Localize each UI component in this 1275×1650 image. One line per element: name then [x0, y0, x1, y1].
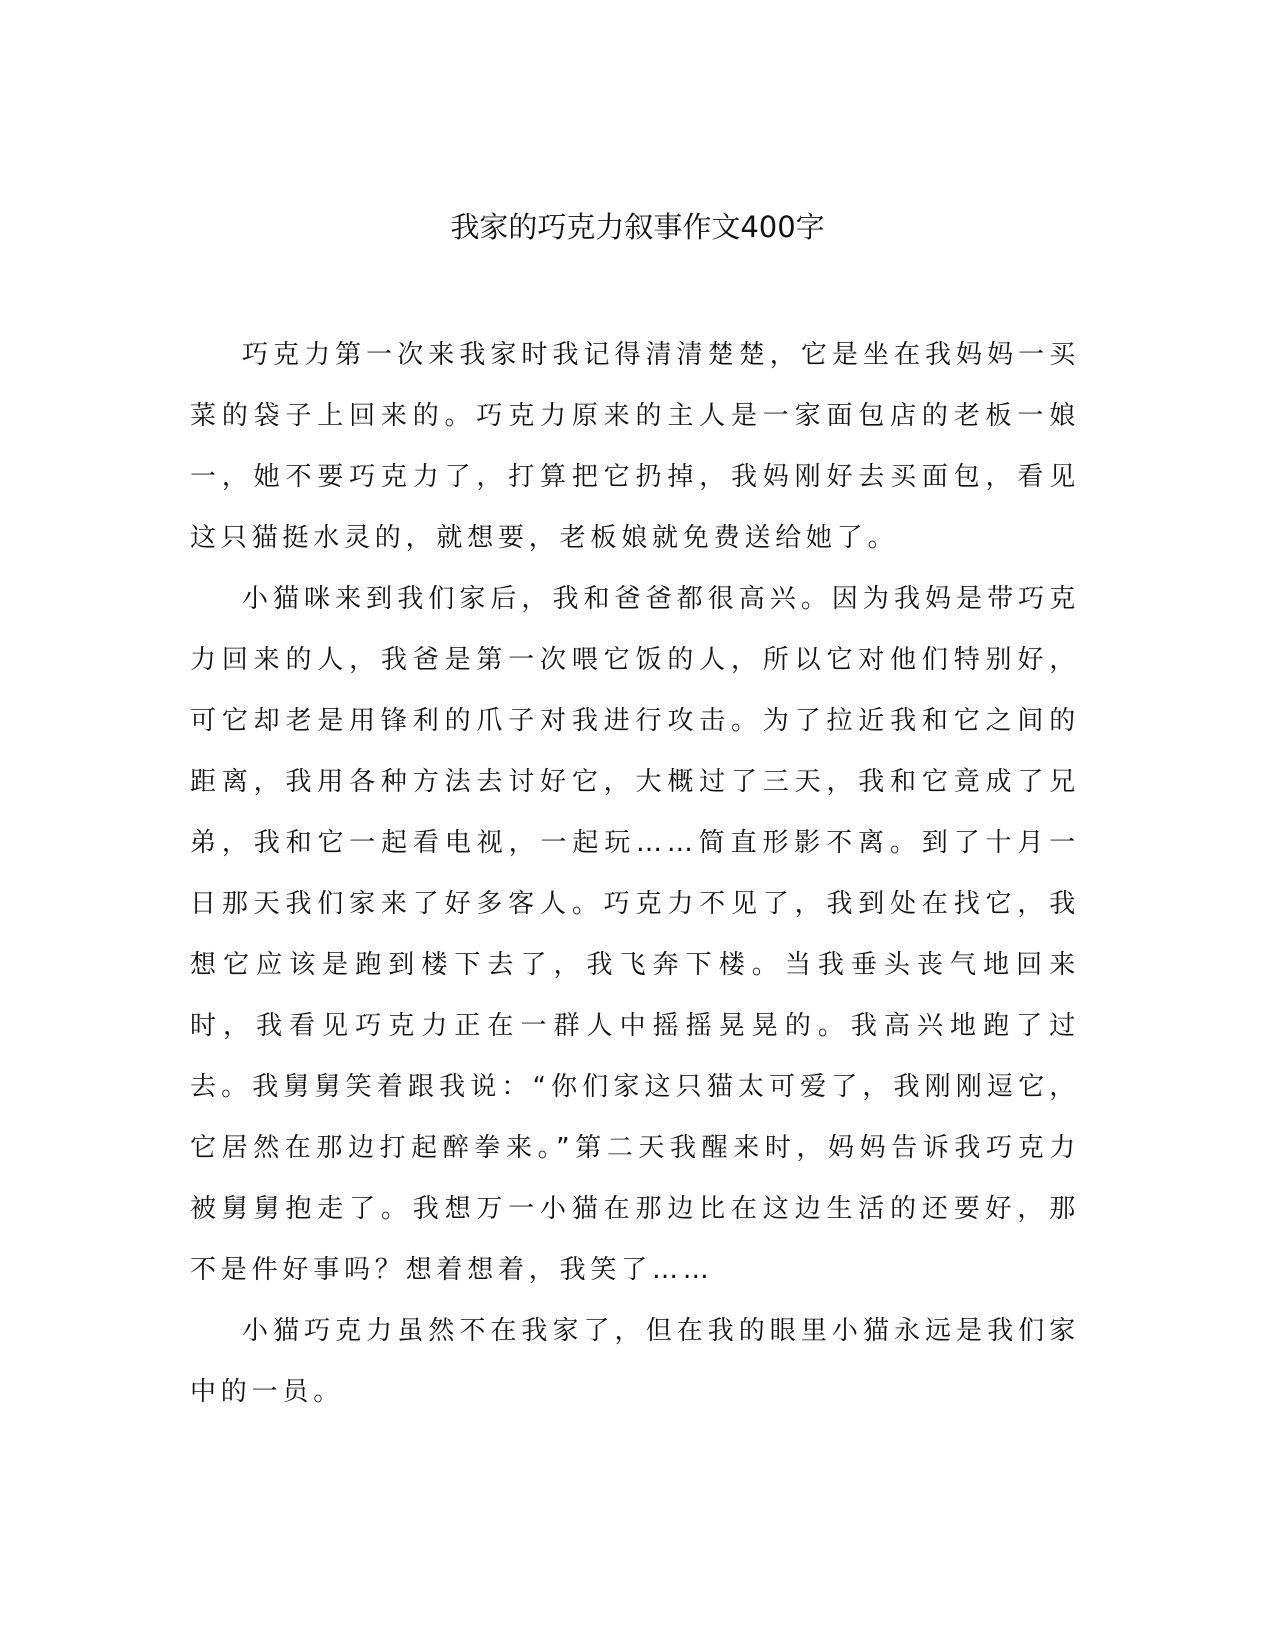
paragraph-1: 巧克力第一次来我家时我记得清清楚楚，它是坐在我妈妈一买菜的袋子上回来的。巧克力原来的主人是一家面包店的老板一娘一，她不要巧克力了，打算把它扔掉，我妈刚好去买面包，看见这只猫挺水灵的，就想要，老板娘就免费送给她了。: [190, 340, 1080, 553]
document-body: [190, 325, 1080, 1423]
paragraph-2: 小猫咪来到我们家后，我和爸爸都很高兴。因为我妈是带巧克力回来的人，我爸是第一次喂它饭的人，所以它对他们特别好，可它却老是用锋利的爪子对我进行攻击。为了拉近我和它之间的距离，我用各种方法去讨好它，大概过了三天，我和它竟成了兄弟，我和它一起看电视，一起玩……简直形影不离。到了十月一日那天我们家来了好多客人。巧克力不见了，我到处在找它，我想它应该是跑到楼下去了，我飞奔下楼。当我垂头丧气地回来时，我看见巧克力正在一群人中摇摇晃晃的。我高兴地跑了过去。我舅舅笑着跟我说：“你们家这只猫太可爱了，我刚刚逗它，它居然在那边打起醉拳来。”第二天我醒来时，妈妈告诉我巧克力被舅舅抱走了。我想万一小猫在那边比在这边生活的还要好，那不是件好事吗？想着想着，我笑了……: [190, 584, 1080, 1285]
paragraph-3: 小猫巧克力虽然不在我家了，但在我的眼里小猫永远是我们家中的一员。: [190, 1316, 1080, 1407]
document-title: 我家的巧克力叙事作文400字: [450, 210, 825, 244]
